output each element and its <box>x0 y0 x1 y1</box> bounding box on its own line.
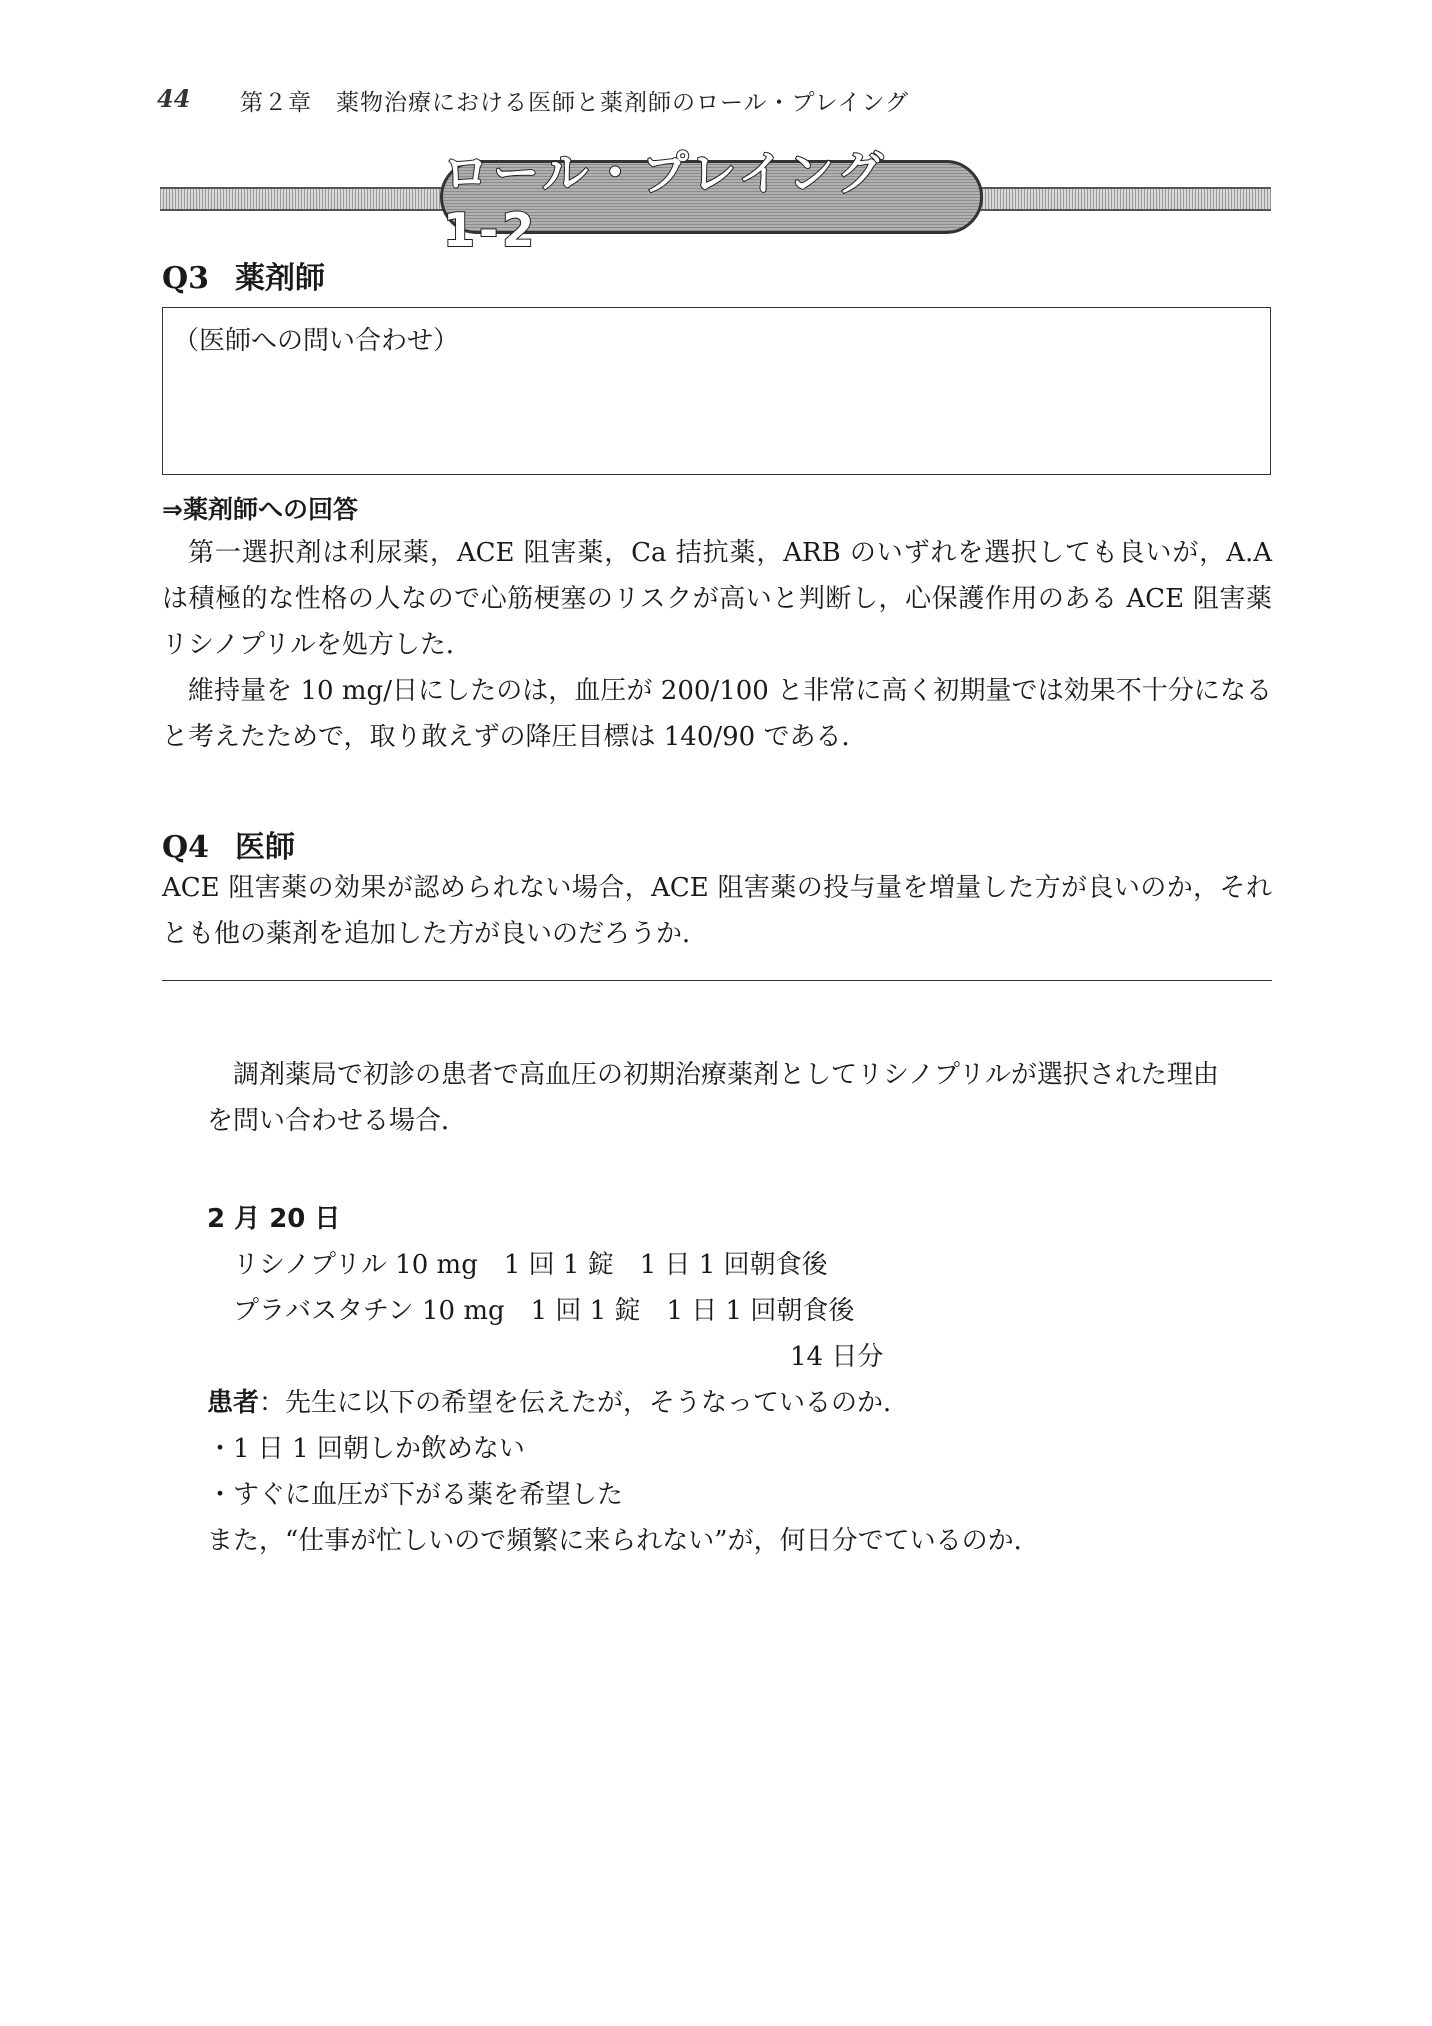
patient-wish-1: ・1 日 1 回朝しか飲めない <box>207 1434 525 1464</box>
prescription-duration: 14 日分 <box>790 1342 884 1372</box>
closing-question: また，“仕事が忙しいので頻繁に来られない”が，何日分でているのか． <box>207 1526 1040 1556</box>
page-number: 44 <box>157 84 191 113</box>
q3-heading <box>162 253 325 297</box>
answer-paragraph-2: 維持量を 10 mg/日にしたのは，血圧が 200/100 と非常に高く初期量では効果不十分になると考えたためで，取り敢えずの降圧目標は 140/90 である． <box>162 676 1272 752</box>
patient-wish-2: ・すぐに血圧が下がる薬を希望した <box>207 1480 624 1510</box>
q4-label: Q4 <box>162 830 210 865</box>
prescription-line-1: リシノプリル 10 mg 1 回 1 錠 1 日 1 回朝食後 <box>233 1250 828 1280</box>
q4-question: ACE 阻害薬の効果が認められない場合，ACE 阻害薬の投与量を増量した方が良いのか，それとも他の薬剤を追加した方が良いのだろうか． <box>162 873 1272 949</box>
patient-text: ：先生に以下の希望を伝えたが，そうなっているのか． <box>259 1388 910 1418</box>
scenario-intro: 調剤薬局で初診の患者で高血圧の初期治療薬剤としてリシノプリルが選択された理由を問い合わせる場合． <box>207 1060 1219 1136</box>
answer-heading: ⇒薬剤師への回答 <box>162 495 358 524</box>
section-divider <box>162 980 1272 981</box>
q4-role: 医師 <box>235 830 296 865</box>
q3-box-text: （医師への問い合わせ） <box>173 326 460 356</box>
q3-label: Q3 <box>162 261 210 296</box>
answer-paragraph-1: 第一選択剤は利尿薬，ACE 阻害薬，Ca 拮抗薬，ARB のいずれを選択しても良いが，A.A は積極的な性格の人なので心筋梗塞のリスクが高いと判断し，心保護作用のある ACE 阻害薬リシノプリルを処方した． <box>162 538 1272 660</box>
prescription-date: 2 月 20 日 <box>207 1204 341 1234</box>
q3-role: 薬剤師 <box>235 261 326 296</box>
patient-label: 患者 <box>207 1388 260 1418</box>
prescription-line-2: プラバスタチン 10 mg 1 回 1 錠 1 日 1 回朝食後 <box>233 1296 855 1326</box>
q3-inquiry-box <box>162 307 1271 475</box>
patient-statement <box>207 1380 909 1426</box>
section-banner <box>440 146 983 257</box>
section-banner-title: ロール・プレイング 1-2 <box>443 146 938 257</box>
q4-heading <box>162 822 295 866</box>
running-title: 第２章 薬物治療における医師と薬剤師のロール・プレイング <box>240 90 910 116</box>
